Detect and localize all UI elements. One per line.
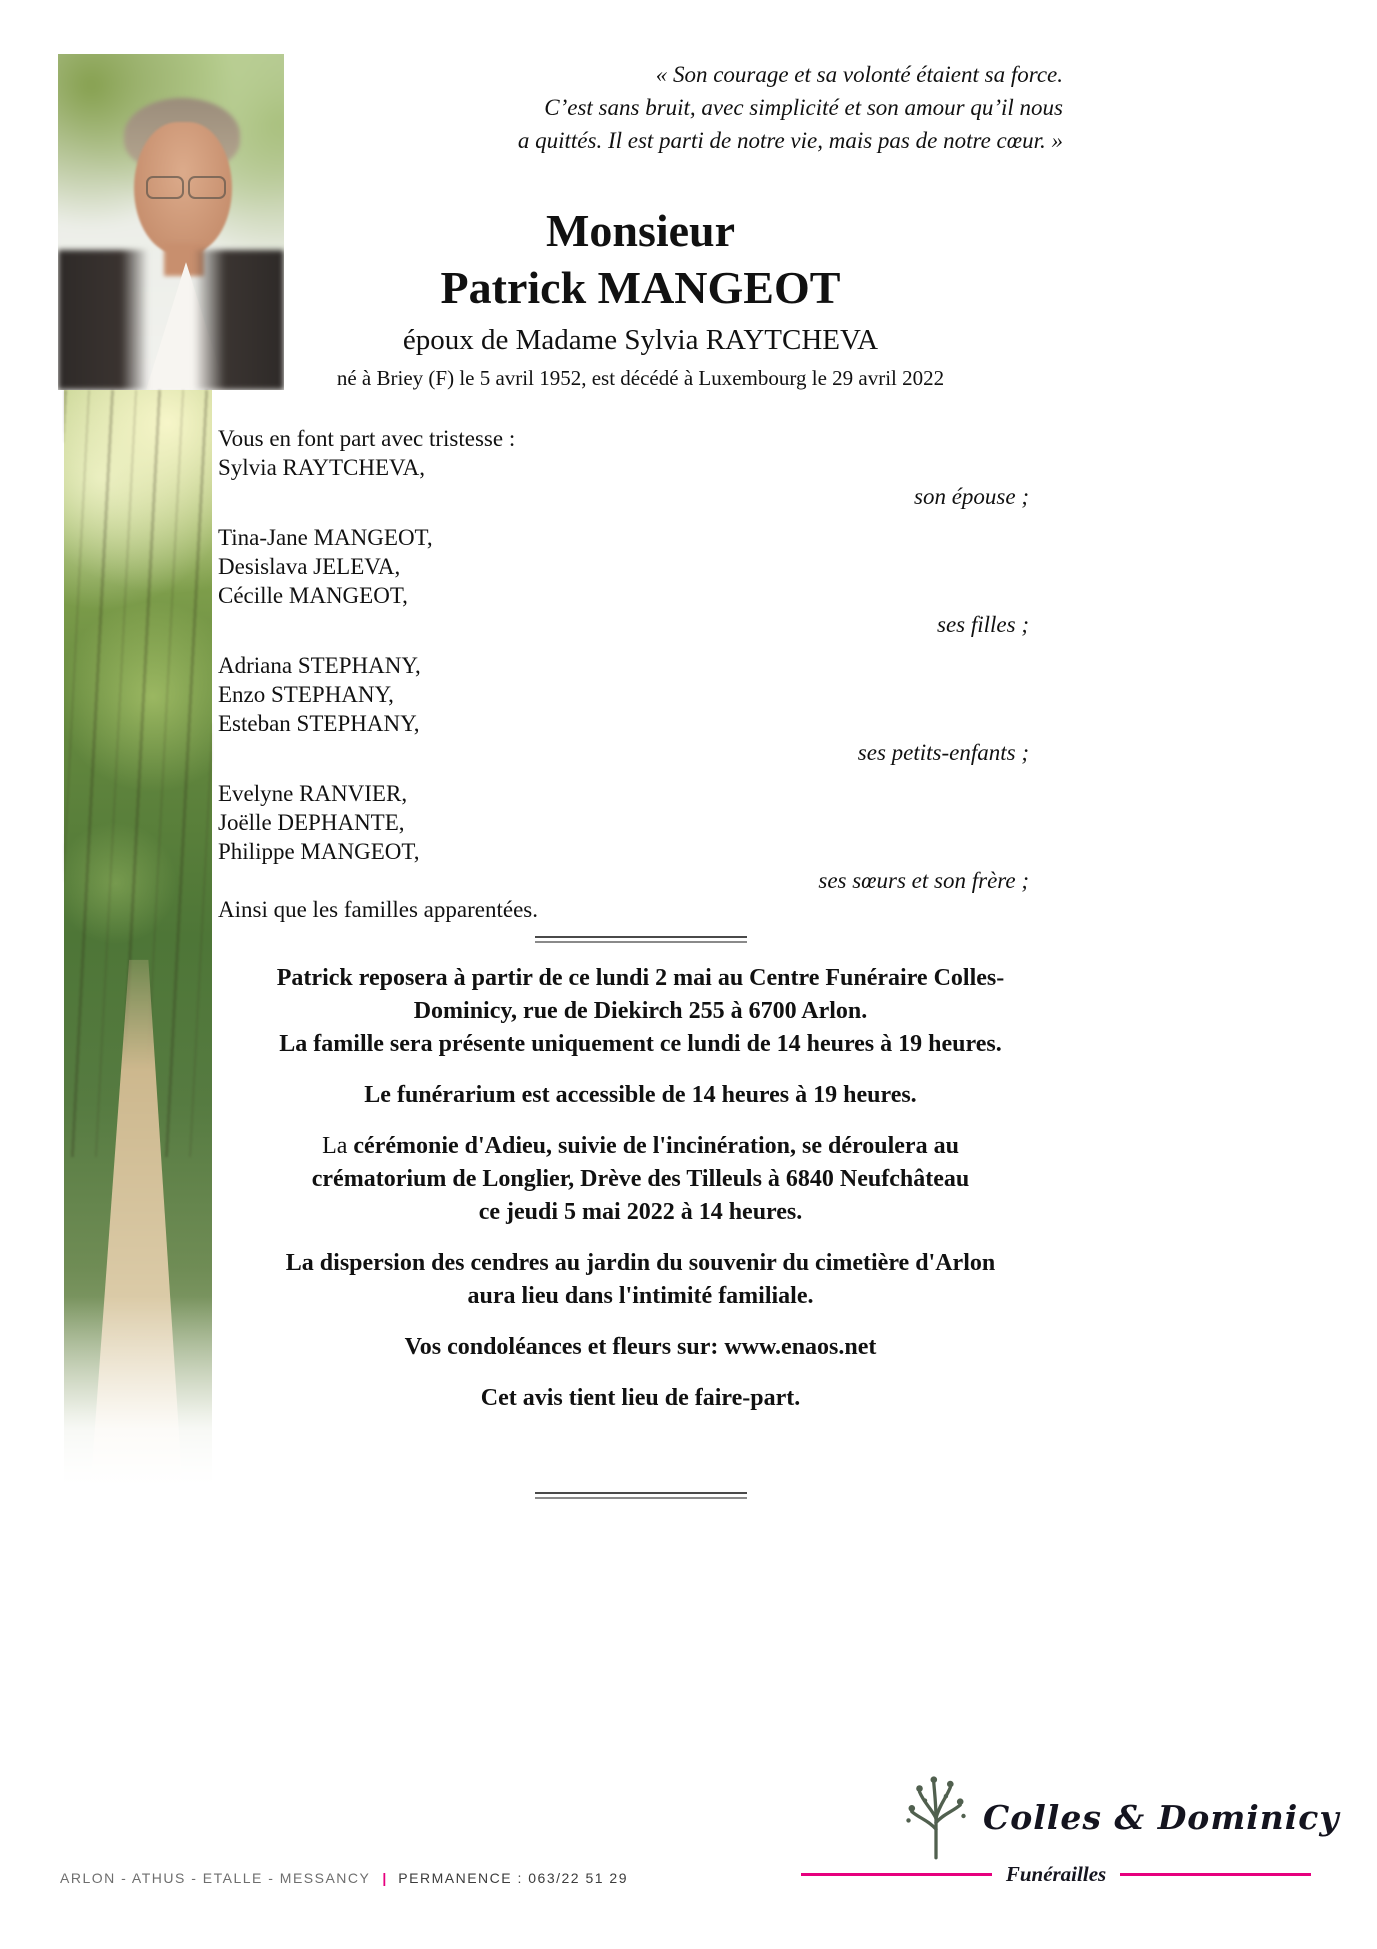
text-fragment: cérémonie d'Adieu, suivie de l'incinération, se déroulera au [353, 1133, 959, 1159]
footer-locations: ARLON - ATHUS - ETALLE - MESSANCY [60, 1870, 371, 1886]
quote-line: a quittés. Il est parti de notre vie, mais pas de notre cœur. » [517, 128, 1063, 153]
repose-paragraph [218, 962, 1063, 1061]
brand-name: Colles & Dominicy [983, 1798, 1340, 1837]
text-line: aura lieu dans l'intimité familiale. [467, 1283, 814, 1309]
brand-subtitle-row [801, 1862, 1311, 1887]
brand-subtitle: Funérailles [1005, 1862, 1107, 1886]
family-announcement [218, 424, 1063, 924]
family-relation-spouse: son épouse ; [914, 484, 1029, 509]
family-name: Evelyne RANVIER, [218, 781, 408, 806]
family-name: Tina-Jane MANGEOT, [218, 525, 433, 550]
text-line [218, 1331, 1063, 1364]
family-name: Desislava JELEVA, [218, 554, 401, 579]
section-divider-bottom [218, 1492, 1063, 1499]
family-intro: Vous en font part avec tristesse : [218, 426, 516, 451]
family-name: Esteban STEPHANY, [218, 711, 420, 736]
deceased-header [218, 202, 1063, 392]
quote-line: C’est sans bruit, avec simplicité et son amour qu’il nous [544, 95, 1063, 120]
footer-separator: | [382, 1870, 387, 1886]
family-name: Joëlle DEPHANTE, [218, 810, 405, 835]
family-name: Cécille MANGEOT, [218, 583, 408, 608]
family-relation-siblings: ses sœurs et son frère ; [818, 868, 1029, 893]
condolences-line [218, 1331, 1063, 1364]
forest-path-photo [64, 390, 212, 1486]
quote-line: « Son courage et sa volonté étaient sa force. [655, 62, 1063, 87]
family-name: Enzo STEPHANY, [218, 682, 394, 707]
tree-icon [897, 1772, 975, 1860]
title-monsieur: Monsieur [545, 205, 736, 256]
ceremony-details [218, 962, 1063, 1415]
spacer [218, 767, 1063, 779]
family-relation-grandchildren: ses petits-enfants ; [857, 740, 1029, 765]
family-name: Sylvia RAYTCHEVA, [218, 455, 426, 480]
text-line: Dominicy, rue de Diekirch 255 à 6700 Arlon. [413, 998, 868, 1024]
family-relation-daughters: ses filles ; [937, 612, 1029, 637]
spouse-line: époux de Madame Sylvia RAYTCHEVA [402, 324, 879, 356]
double-rule [535, 1492, 747, 1499]
text-fragment: Vos condoléances et fleurs sur: [404, 1334, 725, 1360]
text-line: Patrick reposera à partir de ce lundi 2 mai au Centre Funéraire Colles- [276, 965, 1005, 991]
text-line: La famille sera présente uniquement ce lundi de 14 heures à 19 heures. [279, 1031, 1002, 1057]
text-line: La dispersion des cendres au jardin du souvenir du cimetière d'Arlon [285, 1250, 996, 1276]
memorial-quote [218, 58, 1063, 157]
funerarium-hours [218, 1079, 1063, 1112]
family-outro: Ainsi que les familles apparentées. [218, 897, 538, 922]
double-rule [535, 936, 747, 943]
text-line: Cet avis tient lieu de faire-part. [480, 1385, 801, 1411]
spacer [218, 511, 1063, 523]
funeral-home-logo [871, 1778, 1340, 1900]
family-name: Adriana STEPHANY, [218, 653, 421, 678]
birth-death-line: né à Briey (F) le 5 avril 1952, est décédé à Luxembourg le 29 avril 2022 [336, 366, 945, 390]
accent-line-left [801, 1873, 992, 1876]
glasses-shape [146, 176, 184, 199]
text-line: Le funérarium est accessible de 14 heures à 19 heures. [364, 1082, 917, 1108]
notice-line [218, 1382, 1063, 1415]
footer-permanence: PERMANENCE : 063/22 51 29 [398, 1870, 629, 1886]
family-name: Philippe MANGEOT, [218, 839, 420, 864]
accent-line-right [1120, 1873, 1311, 1876]
ashes-dispersion [218, 1247, 1063, 1313]
deceased-name: Patrick MANGEOT [440, 262, 841, 313]
enaos-link: www.enaos.net [724, 1334, 877, 1360]
text-line [218, 1130, 1063, 1163]
text-fragment: La [322, 1133, 354, 1159]
footer-contact-info [60, 1870, 628, 1886]
text-line: crématorium de Longlier, Drève des Tilleuls à 6840 Neufchâteau [311, 1166, 970, 1192]
section-divider-top [218, 936, 1063, 943]
farewell-ceremony [218, 1130, 1063, 1229]
spacer [218, 639, 1063, 651]
text-line: ce jeudi 5 mai 2022 à 14 heures. [478, 1199, 803, 1225]
forest-fade [64, 1296, 212, 1486]
